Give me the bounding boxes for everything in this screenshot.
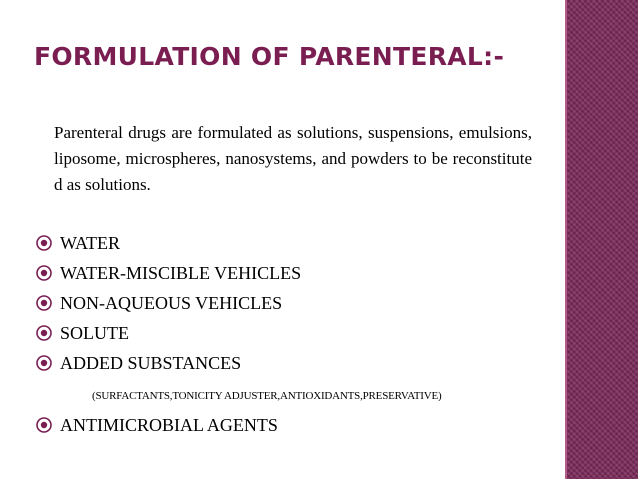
bullet-item [34,258,301,288]
bullet-list-last [34,410,278,440]
circled-dot-icon [34,293,54,313]
bullet-item [34,348,301,378]
bullet-label: ADDED SUBSTANCES [60,352,242,373]
bullet-label: WATER-MISCIBLE VEHICLES [60,262,302,283]
bullet-label: WATER [60,232,120,253]
circled-dot-icon [34,263,54,283]
bullet-label: SOLUTE [60,322,129,343]
bullet-list [34,228,301,378]
circled-dot-icon [34,353,54,373]
intro-paragraph: Parenteral drugs are formulated as solutions, suspensions, emulsions, liposome, microspheres, nanosystems, and powders to be reconstituted as solutions. [54,123,532,194]
circled-dot-icon [34,323,54,343]
circled-dot-icon [34,415,54,435]
slide-title: FORMULATION OF PARENTERAL:- [34,42,505,71]
bullet-label: ANTIMICROBIAL AGENTS [60,414,278,435]
circled-dot-icon [34,233,54,253]
added-substances-note: (SURFACTANTS,TONICITY ADJUSTER,ANTIOXIDANTS,PRESERVATIVE) [92,390,442,402]
bullet-item [34,410,278,440]
bullet-label: NON-AQUEOUS VEHICLES [60,292,283,313]
bullet-item [34,288,301,318]
bullet-item [34,228,301,258]
side-stripe [567,0,638,479]
bullet-item [34,318,301,348]
